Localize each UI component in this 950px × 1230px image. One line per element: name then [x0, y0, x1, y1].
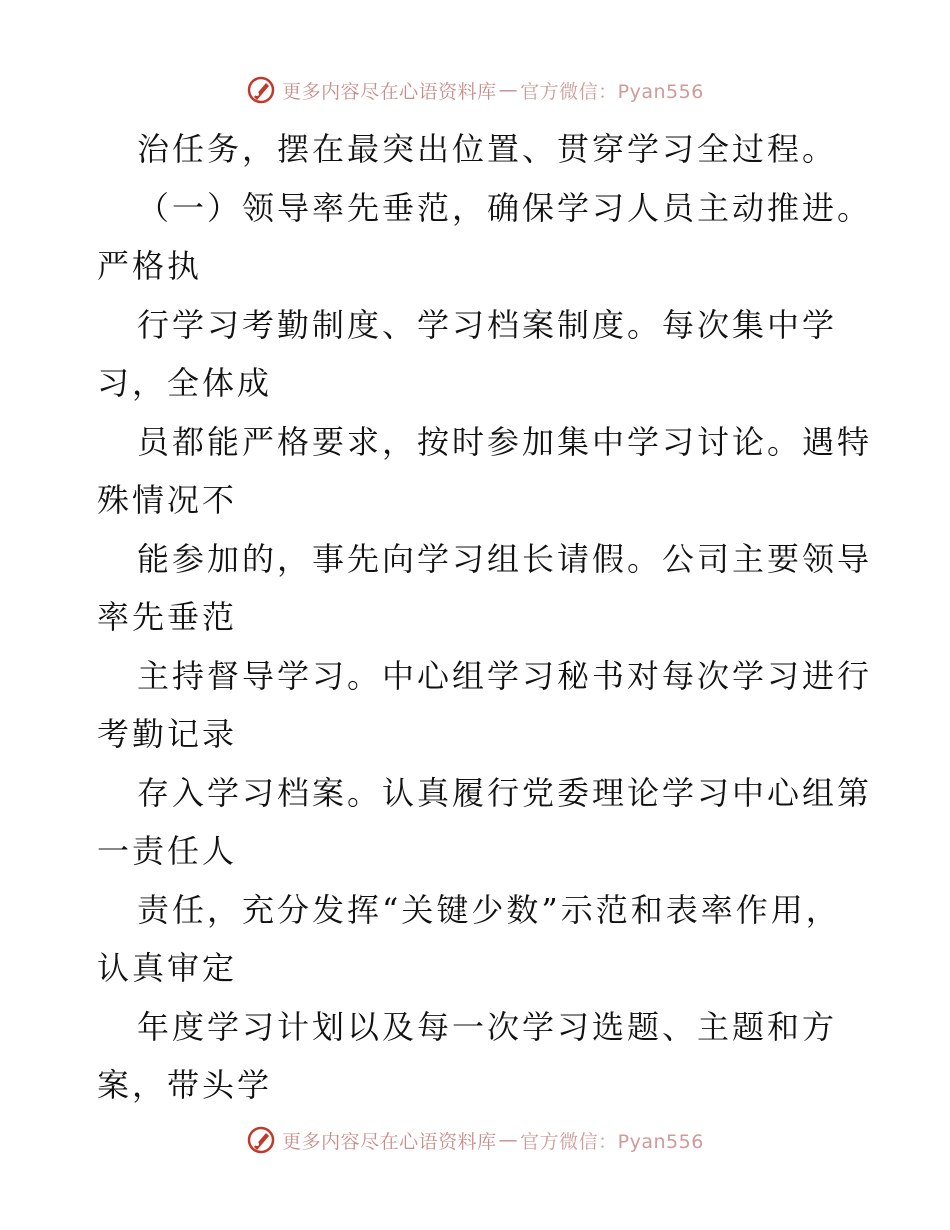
pen-logo-icon [246, 75, 276, 105]
text-line: 员都能严格要求，按时参加集中学习讨论。遇特 [137, 422, 873, 461]
watermark-text: 更多内容尽在心语资料库 [282, 1130, 497, 1153]
watermark-separator: — [498, 79, 519, 101]
pen-logo-icon [246, 1125, 276, 1155]
watermark-text: 更多内容尽在心语资料库 [282, 80, 497, 103]
text-line: 一责任人 [97, 832, 238, 870]
text-line: 年度学习计划以及每一次学习选题、主题和方 [137, 1007, 838, 1046]
document-body [97, 120, 897, 1115]
footer-watermark [0, 1120, 950, 1160]
text-line: 认真审定 [97, 949, 238, 987]
watermark-contact: 官方微信：Pyan556 [520, 1130, 704, 1153]
text-line: 考勤记录 [97, 715, 238, 753]
text-line: 案，带头学 [97, 1066, 273, 1104]
text-line: 责任，充分发挥“关键少数”示范和表率作用， [137, 890, 841, 929]
text-line: 率先垂范 [97, 598, 238, 636]
text-line: 殊情况不 [97, 481, 238, 519]
text-line: 主持督导学习。中心组学习秘书对每次学习进行 [137, 656, 873, 695]
watermark-separator: — [498, 1129, 519, 1151]
text-line: 严格执 [97, 247, 203, 285]
text-line: 能参加的，事先向学习组长请假。公司主要领导 [137, 539, 873, 578]
text-line: 存入学习档案。认真履行党委理论学习中心组第 [137, 773, 873, 812]
text-line: 行学习考勤制度、学习档案制度。每次集中学 [137, 305, 838, 344]
watermark-contact: 官方微信：Pyan556 [520, 80, 704, 103]
text-line: （一）领导率先垂范，确保学习人员主动推进。 [137, 188, 873, 227]
text-line: 治任务，摆在最突出位置、贯穿学习全过程。 [137, 130, 838, 168]
header-watermark [0, 70, 950, 110]
text-line: 习，全体成 [97, 364, 273, 402]
